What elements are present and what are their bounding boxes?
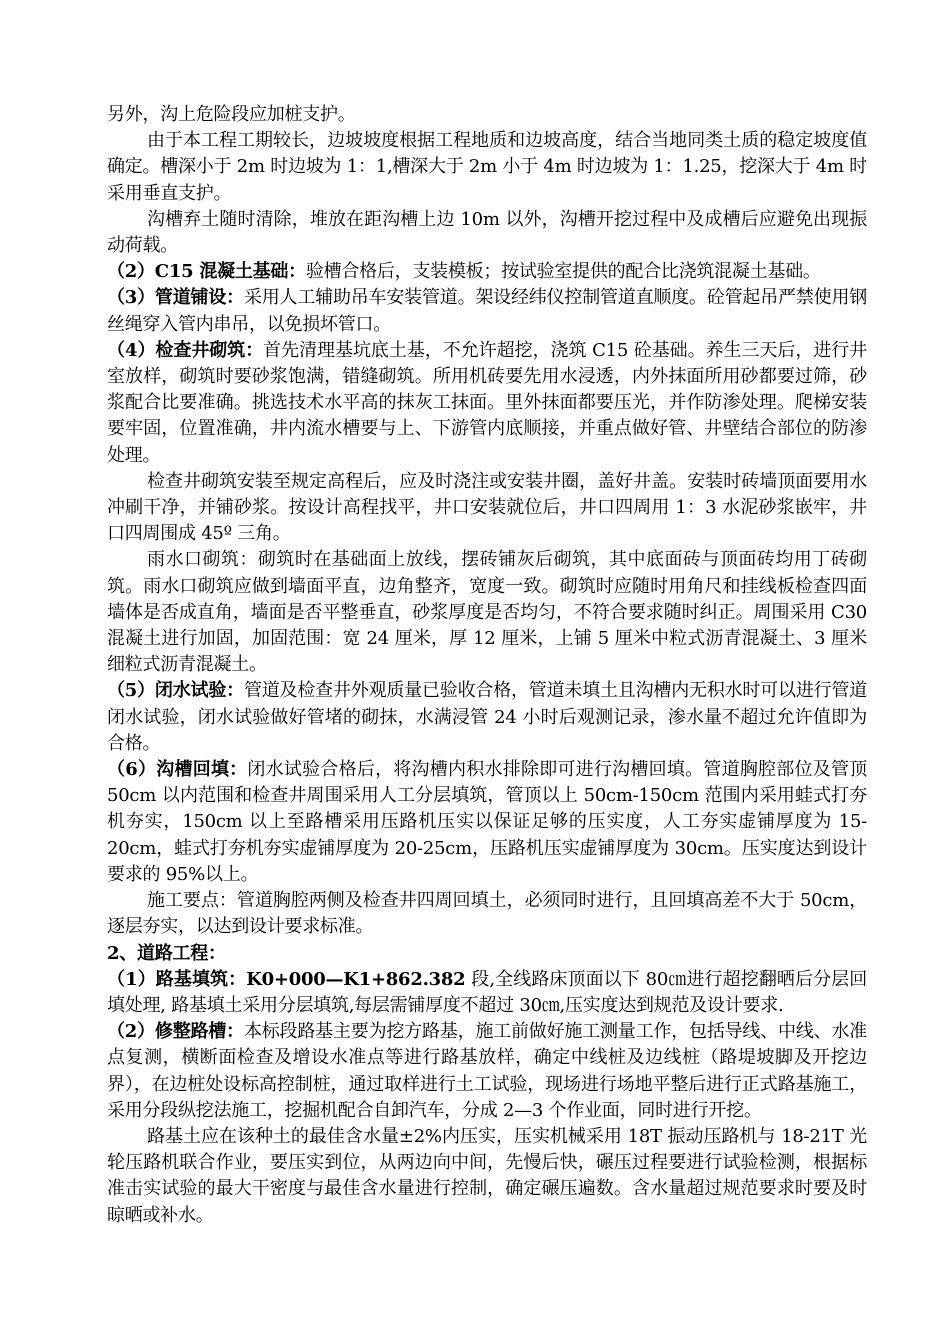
paragraph-heading: （3）管道铺设： (107, 287, 244, 309)
paragraph-heading: （6）沟槽回填： (107, 759, 248, 781)
paragraph-heading: （2）C15 混凝土基础： (107, 261, 306, 283)
paragraph-text: 验槽合格后，支装模板；按试验室提供的配合比浇筑混凝土基础。 (305, 261, 821, 283)
paragraph-text: 由于本工程工期较长，边坡坡度根据工程地质和边坡高度，结合当地同类土质的稳定坡度值确定。槽深小于 2m 时边坡为 1：1,槽深大于 2m 小于 4m 时边坡为 1：1.25，挖深大于 4m 时采用垂直支护。 (107, 130, 867, 204)
section-heading (107, 941, 867, 967)
paragraph (107, 1019, 867, 1124)
paragraph-text: 雨水口砌筑：砌筑时在基础面上放线，摆砖铺灰后砌筑，其中底面砖与顶面砖均用丁砖砌筑。雨水口砌筑应做到墙面平直，边角整齐，宽度一致。砌筑时应随时用角尺和挂线板检查四面墙体是否成直角，墙面是否平整垂直，砂浆厚度是否均匀，不符合要求随时纠正。周围采用 C30 混凝土进行加固，加固范围：宽 24 厘米，厚 12 厘米，上铺 5 厘米中粒式沥青混凝土、3 厘米细粒式沥青混凝土。 (107, 549, 867, 676)
paragraph (107, 338, 867, 469)
paragraph (107, 469, 867, 548)
paragraph-text: 首先清理基坑底土基，不允许超挖，浇筑 C15 砼基础。养生三天后，进行井室放样，砌筑时要砂浆饱满，错缝砌筑。所用机砖要先用水浸透，内外抹面所用砂都要过筛，砂浆配合比要准确。挑选技术水平高的抹灰工抹面。里外抹面都要压光，并作防渗处理。爬梯安装要牢固，位置准确，井内流水槽要与上、下游管内底顺接，并重点做好管、井壁结合部位的防渗处理。 (107, 339, 867, 466)
paragraph (107, 888, 867, 940)
paragraph (107, 967, 867, 1019)
section-title: 2、道路工程： (107, 942, 226, 964)
paragraph-text: 路基土应在该种土的最佳含水量±2%内压实，压实机械采用 18T 振动压路机与 18-21T 光轮压路机联合作业，要压实到位，从两边向中间，先慢后快，碾压过程要进行试验检测，根据标准击实试验的最大干密度与最佳含水量进行控制，确定碾压遍数。含水量超过规范要求时要及时晾晒或补水。 (107, 1125, 867, 1226)
paragraph-heading: （5）闭水试验： (107, 680, 244, 702)
paragraph-text: 另外，沟上危险段应加桩支护。 (107, 104, 356, 125)
paragraph-text: 沟槽弃土随时清除，堆放在距沟槽上边 10m 以外，沟槽开挖过程中及成槽后应避免出现振动荷载。 (107, 208, 867, 257)
paragraph (107, 547, 867, 678)
document-page (107, 102, 867, 1229)
paragraph-text: 段,全线路床顶面以下 80㎝进行超挖翻晒后分层回填处理, 路基填土采用分层填筑,每层需铺厚度不超过 30㎝,压实度达到规范及设计要求. (107, 968, 867, 1016)
paragraph (107, 678, 867, 757)
paragraph (107, 102, 867, 128)
paragraph (107, 757, 867, 888)
paragraph-text: 管道及检查井外观质量已验收合格，管道未填土且沟槽内无积水时可以进行管道闭水试验，闭水试验做好管堵的砌抹，水满浸管 24 小时后观测记录，渗水量不超过允许值即为合格。 (107, 680, 867, 754)
paragraph-text: 闭水试验合格后，将沟槽内积水排除即可进行沟槽回填。管道胸腔部位及管顶 50cm 以内范围和检查井周围采用人工分层填筑，管顶以上 50cm-150cm 范围内采用蛙式打夯机夯实，150cm 以上至路槽采用压路机压实以保证足够的压实度，人工夯实虚铺厚度为 15-20cm，蛙式打夯机夯实虚铺厚度为 20-25cm，压路机压实虚铺厚度为 30cm。压实度达到设计要求的 95%以上。 (107, 759, 867, 885)
paragraph-heading: （1）路基填筑：K0+000—K1+862.382 (107, 968, 466, 990)
paragraph-heading: （2）修整路槽： (107, 1021, 244, 1043)
paragraph (107, 259, 867, 285)
paragraph-text: 采用人工辅助吊车安装管道。架设经纬仪控制管道直顺度。砼管起吊严禁使用钢丝绳穿入管内串吊，以免损坏管口。 (107, 287, 867, 335)
paragraph-text: 检查井砌筑安装至规定高程后，应及时浇注或安装井圈，盖好井盖。安装时砖墙顶面要用水冲刷干净，并铺砂浆。按设计高程找平，井口安装就位后，井口四周用 1：3 水泥砂浆嵌牢，井口四周围成 45º 三角。 (107, 470, 867, 545)
paragraph (107, 207, 867, 259)
paragraph (107, 128, 867, 207)
paragraph-text: 本标段路基主要为挖方路基，施工前做好施工测量工作，包括导线、中线、水准点复测，横断面检查及增设水准点等进行路基放样，确定中线桩及边线桩（路堤坡脚及开挖边界），在边桩处设标高控制桩，通过取样进行土工试验，现场进行场地平整后进行正式路基施工，采用分段纵挖法施工，挖掘机配合自卸汽车，分成 2—3 个作业面，同时进行开挖。 (107, 1021, 867, 1121)
paragraph (107, 1124, 867, 1229)
paragraph-text: 施工要点：管道胸腔两侧及检查井四周回填土，必须同时进行，且回填高差不大于 50cm，逐层夯实，以达到设计要求标准。 (107, 890, 867, 938)
paragraph-heading: （4）检查井砌筑： (107, 339, 264, 361)
paragraph (107, 285, 867, 337)
